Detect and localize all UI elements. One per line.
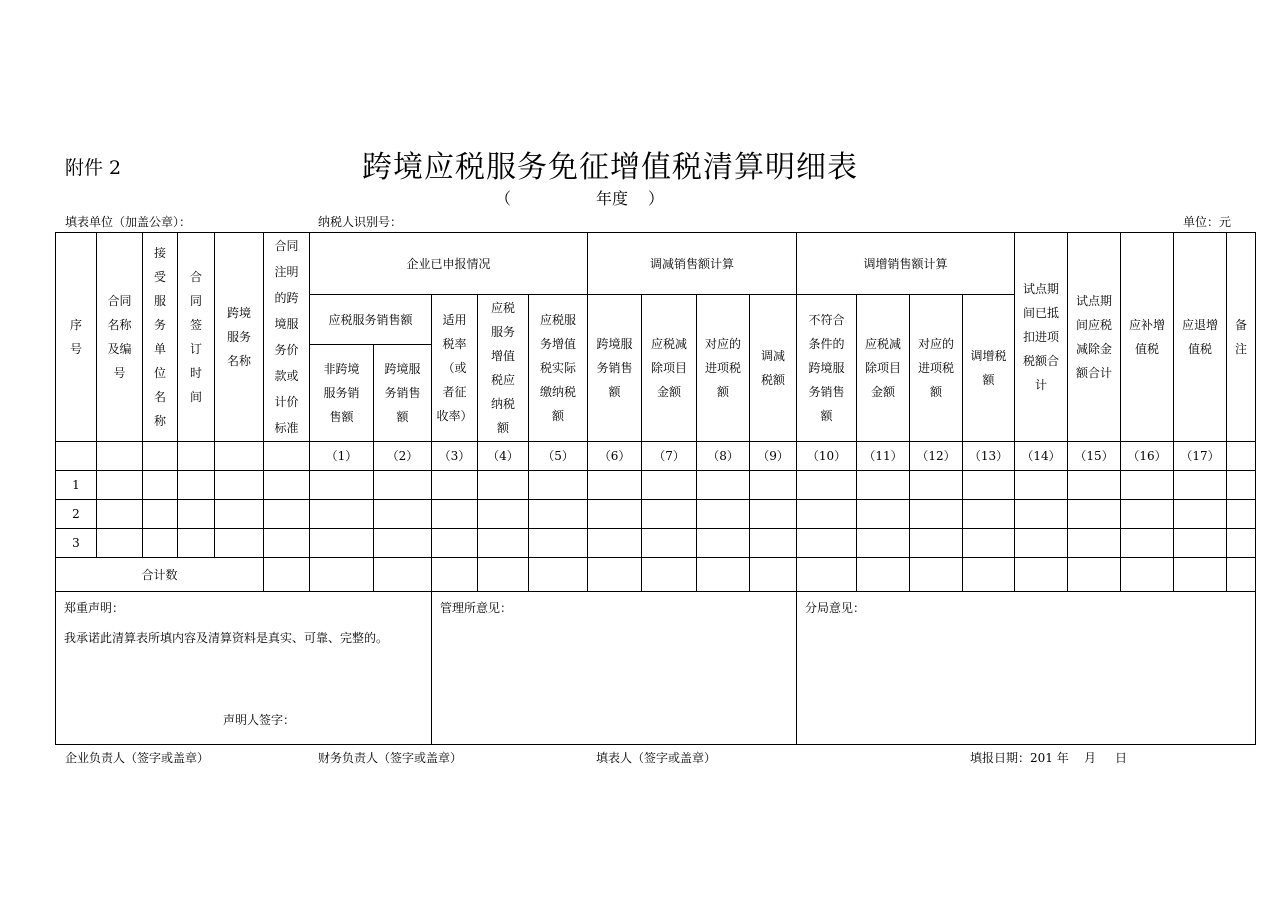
column-number: （7） xyxy=(642,442,697,471)
col-header-remark: 备 注 xyxy=(1227,233,1256,442)
row-number: 2 xyxy=(56,500,97,529)
company-head-signature: 企业负责人（签字或盖章） xyxy=(65,751,210,765)
declaration-text: 我承诺此清算表所填内容及清算资料是真实、可靠、完整的。 xyxy=(64,631,389,645)
col-header-dec-input: 对应的 进项税 额 xyxy=(697,295,750,442)
unit-label: 单位：元 xyxy=(1183,215,1232,229)
column-number: （17） xyxy=(1174,442,1227,471)
filing-date: 填报日期：201 年 月 日 xyxy=(970,751,1128,765)
col-header-taxable-sales: 应税服务销售额 xyxy=(310,295,432,345)
col-header-inc-input: 对应的 进项税 额 xyxy=(910,295,963,442)
clearing-detail-table xyxy=(55,232,1256,745)
column-number: （3） xyxy=(432,442,478,471)
filler-signature: 填表人（签字或盖章） xyxy=(596,751,717,765)
finance-head-signature: 财务负责人（签字或盖章） xyxy=(318,751,463,765)
year-label: 年度 xyxy=(596,189,629,208)
col-header-dec-deduct: 应税减 除项目 金额 xyxy=(642,295,697,442)
column-number: （13） xyxy=(963,442,1015,471)
declaration-label: 郑重声明： xyxy=(64,601,125,615)
column-number: （16） xyxy=(1121,442,1174,471)
col-header-vat-refund: 应退增 值税 xyxy=(1174,233,1227,442)
column-number: （6） xyxy=(588,442,642,471)
office-opinion-label: 管理所意见： xyxy=(440,601,513,615)
column-number: （12） xyxy=(910,442,963,471)
total-label: 合计数 xyxy=(56,558,264,592)
col-header-price-standard: 合同 注明 的跨 境服 务价 款或 计价 标准 xyxy=(264,233,310,442)
col-header-contract-name: 合同 名称 及编 号 xyxy=(97,233,143,442)
col-header-cross-sales: 跨境服 务销售 额 xyxy=(374,345,432,442)
filler-unit-label: 填表单位（加盖公章）： xyxy=(65,215,192,229)
row-number: 1 xyxy=(56,471,97,500)
column-number: （2） xyxy=(374,442,432,471)
col-header-receiver: 接 受 服 务 单 位 名 称 xyxy=(143,233,178,442)
row-number: 3 xyxy=(56,529,97,558)
table-row xyxy=(56,500,1256,529)
taxpayer-id-label: 纳税人识别号： xyxy=(318,215,403,229)
col-header-inc-deduct: 应税减 除项目 金额 xyxy=(857,295,910,442)
column-number: （4） xyxy=(478,442,529,471)
col-header-inc-tax: 调增税 额 xyxy=(963,295,1015,442)
declaration-cell[interactable] xyxy=(56,592,432,745)
column-number: （8） xyxy=(697,442,750,471)
col-header-service-name: 跨境 服务 名称 xyxy=(215,233,264,442)
branch-opinion-cell[interactable] xyxy=(797,592,1256,745)
declarant-signature-label: 声明人签字： xyxy=(223,713,296,727)
col-header-pilot-deduct: 试点期 间应税 减除金 额合计 xyxy=(1068,233,1121,442)
table-row xyxy=(56,471,1256,500)
year-close-paren: ） xyxy=(648,189,665,208)
group-header-increase: 调增销售额计算 xyxy=(797,233,1015,295)
office-opinion-cell[interactable] xyxy=(432,592,797,745)
page-title: 跨境应税服务免征增值税清算明细表 xyxy=(362,150,858,185)
col-header-inc-noncompliant: 不符合 条件的 跨境服 务销售 额 xyxy=(797,295,857,442)
column-number: （11） xyxy=(857,442,910,471)
group-header-declared: 企业已申报情况 xyxy=(310,233,588,295)
col-header-vat-paid: 应税服 务增值 税实际 缴纳税 额 xyxy=(529,295,588,442)
col-header-vat-payable: 应税 服务 增值 税应 纳税 额 xyxy=(478,295,529,442)
column-number: （10） xyxy=(797,442,857,471)
attachment-label: 附件 2 xyxy=(65,157,122,179)
column-number: （9） xyxy=(750,442,797,471)
opinion-row xyxy=(56,592,1256,745)
column-number: （15） xyxy=(1068,442,1121,471)
col-header-dec-cross-sales: 跨境服 务销售 额 xyxy=(588,295,642,442)
year-open-paren: （ xyxy=(495,189,512,208)
col-header-vat-supplement: 应补增 值税 xyxy=(1121,233,1174,442)
col-header-rate: 适用 税率 （或 者征 收率） xyxy=(432,295,478,442)
column-number-row xyxy=(56,442,1256,471)
col-header-dec-tax: 调减 税额 xyxy=(750,295,797,442)
col-header-seq: 序 号 xyxy=(56,233,97,442)
table-row xyxy=(56,529,1256,558)
column-number: （5） xyxy=(529,442,588,471)
group-header-decrease: 调减销售额计算 xyxy=(588,233,797,295)
total-row xyxy=(56,558,1256,592)
column-number: （14） xyxy=(1015,442,1068,471)
col-header-non-cross-sales: 非跨境 服务销 售额 xyxy=(310,345,374,442)
branch-opinion-label: 分局意见： xyxy=(805,601,866,615)
column-number: （1） xyxy=(310,442,374,471)
col-header-pilot-input: 试点期 间已抵 扣进项 税额合 计 xyxy=(1015,233,1068,442)
col-header-sign-time: 合 同 签 订 时 间 xyxy=(178,233,215,442)
